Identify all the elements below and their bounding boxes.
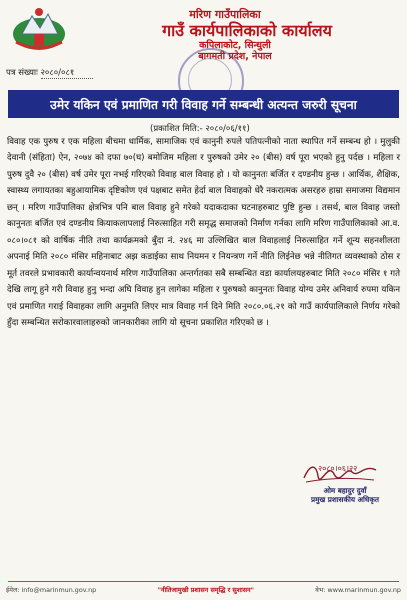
reference-value: २०८०/०८१: [41, 67, 93, 79]
signatory-block: [305, 486, 385, 504]
signature-date: २०८०।०६।२२: [318, 464, 358, 473]
footer-slogan: "नीतिजामुखी प्रशासन समृद्धि र सुशासन": [157, 586, 254, 594]
signature-image: [300, 458, 380, 486]
notice-body: विवाह एक पुरुष र एक महिला बीचमा धार्मिक, सामाजिक एवं कानुनी रुपले पतिपत्नीको नाता स्थापित गर्ने सम्बन्ध हो । मुलुकी देवानी (संहिता) ऐन, २०७४ को दफा ७०(घ) बमोजिम महिला र पुरुषको उमेर २० (बीस) वर्ष पूरा भएको हुनु पर्दछ । महिला र पुरुष दुवै २० (बीस) वर्ष उमेर पूरा नभई गरिएको विवाह बाल विवाह हो । यो कानुनतः बर्जित र दण्डनीय हुन्छ । आर्थिक, शैक्षिक, स्वास्थ्य लगायतका बहुआयामिक दृष्टिकोण एवं पक्षबाट समेत हेर्दा बाल विवाहको धेरै नकरात्मक असरहरु हाम्रा समाजमा विद्यमान छन् । मरिण गाउँपालिका क्षेत्रभित्र पनि बाल विवाह हुने गरेको यदाकदाका घटनाहरुबाट पुष्टि हुन्छ । तसर्थ, बाल विवाह जस्तो कानुनतः बर्जित एवं दण्डनीय कियाकलापलाई निरुत्साहित गरी समृद्ध समाजको निर्माण गर्नका लागि मरिण गाउँपालिकाको आ.व. ०८०।०८१ को वार्षिक नीति तथा कार्यक्रमको बुँदा नं. २४६ मा उल्लिखित बाल विवाहलाई निरुत्साहित गर्ने शून्य सहनशीलता अपनाई मिति २०८० मंसिर महिनाबाट अझ कडाईका साथ नियमन र नियन्त्रण गर्ने नीति लिईनेछ भन्ने नीतिगत व्यवस्थाको ठोस र मूर्त तवरले प्रभावकारी कार्यान्वयनार्थ मरिण गाउँपालिका अन्तर्गतका सबै सम्बन्धित वडा कार्यालयहरुबाट मिति २०८० मंसिर १ गते देखि लागू हुने गरी विवाह हुनु भन्दा अघि विवाह हुन लागेका महिला र पुरुषको कानुनतः विवाह योग्य उमेर अनिवार्य रुपमा यकिन एवं प्रमाणित गराई विवाहका लागि अनुमति लिएर मात्र विवाह गर्न दिने मिति २०८०.०६.२१ को गाउँ कार्यपालिकाले निर्णय गरेको हुँदा सम्बन्धित सरोकारवालाहरुको जानकारीका लागि यो सूचना प्रकाशित गरिएको छ ।: [7, 137, 400, 328]
nepal-emblem-logo: [10, 4, 68, 52]
footer-email: ईमेल: info@marinmun.gov.np: [6, 586, 97, 594]
address-line-2: बागमती प्रदेश, नेपाल: [198, 51, 272, 62]
notice-title-banner: [8, 90, 399, 118]
footer-divider: [8, 581, 399, 582]
footer: [6, 585, 401, 594]
signatory-name: ओम बहादुर दुवाँ: [323, 486, 367, 495]
office-title: गाउँ कार्यपालिकाको कार्यालय: [162, 21, 332, 40]
signatory-designation: प्रमुख प्रशासकीय अधिकृत: [311, 495, 379, 504]
published-date: (प्रकाशित मिति:- २०८०/०६/११): [150, 124, 250, 134]
notice-title: उमेर यकिन एवं प्रमाणित गरी विवाह गर्ने सम्बन्धी अत्यन्त जरुरी सूचना: [50, 97, 357, 112]
reference-number: [6, 67, 93, 79]
municipality-name: मरिण गाउँपालिका: [189, 8, 261, 21]
address-line-1: कपिलाकोट, सिन्धुली: [199, 40, 271, 51]
reference-label: पत्र संख्याः: [6, 68, 38, 78]
footer-website: वेभ: www.marinmun.gov.np: [315, 586, 401, 594]
